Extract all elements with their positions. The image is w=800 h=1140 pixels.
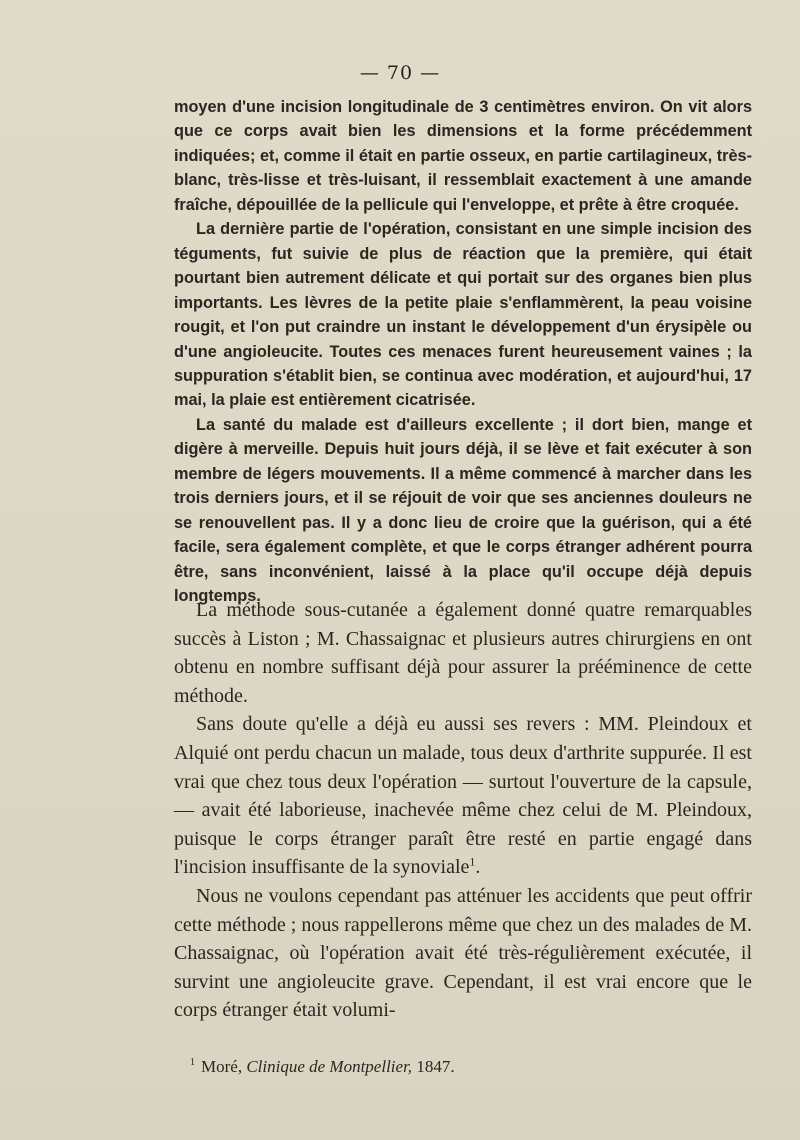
footnote-year: 1847. <box>416 1057 455 1076</box>
paragraph: Nous ne voulons cependant pas atténuer les accidents que peut offrir cette méthode ; nous rappellerons même que chez un des malades de M. Chassaignac, où l'opération avait été très-régulièrement exécutée, il survint une angioleucite grave. Cependant, il est vrai encore que le corps étranger était volumi- <box>174 884 752 1022</box>
paragraph: La dernière partie de l'opération, consistant en une simple incision des téguments, fut suivie de plus de réaction que la première, qui était pourtant bien autrement délicate et qui portait sur des organes bien plus importants. Les lèvres de la petite plaie s'enflammèrent, la peau voisine rougit, et l'on put craindre un instant le développement d'un érysipèle ou d'une angioleucite. Toutes ces menaces furent heureusement vaines ; la suppuration s'établit bien, se continua avec modération, et aujourd'hui, 17 mai, la plaie est entièrement cicatrisée. <box>174 220 752 410</box>
main-text <box>174 596 752 1025</box>
paragraph: La santé du malade est d'ailleurs excellente ; il dort bien, mange et digère à merveille. Depuis huit jours déjà, il se lève et fait exécuter à son membre de légers mouvements. Il a même commencé à marcher dans les trois derniers jours, et il se réjouit de voir que ses anciennes douleurs ne se renouvellent pas. Il y a donc lieu de croire que la guérison, qui a été facile, sera également complète, et que le corps étranger adhérent pourra être, sans inconvénient, laissé à la place qu'il occupe déjà depuis longtemps. <box>174 415 752 606</box>
footnote-reference: 1 <box>469 854 476 869</box>
footnote-author: Moré, <box>201 1057 243 1076</box>
paragraph: moyen d'une incision longitudinale de 3 centimètres environ. On vit alors que ce corps avait bien les dimensions et la forme précédemment indiquées; et, comme il était en partie osseux, en partie cartilagineux, très-blanc, très-lisse et très-luisant, il ressemblait exactement à une amande fraîche, dépouillée de la pellicule qui l'enveloppe, et prête à être croquée. <box>174 98 752 214</box>
footnote <box>190 1057 455 1077</box>
case-report-text <box>174 95 752 609</box>
footnote-title: Clinique de Montpellier, <box>246 1057 413 1076</box>
paragraph: La méthode sous-cutanée a également donné quatre remarquables succès à Liston ; M. Chassaignac et plusieurs autres chirurgiens en ont obtenu en nombre suffisant déjà pour assurer la prééminence de cette méthode. <box>174 599 752 707</box>
paragraph-text: Sans doute qu'elle a déjà eu aussi ses revers : MM. Pleindoux et Alquié ont perdu chacun un malade, tous deux d'arthrite suppurée. Il est vrai que chez tous deux l'opération — surtout l'ouverture de la capsule, — avait été laborieuse, inachevée même chez celui de M. Pleindoux, puisque le corps étranger paraît être resté en partie engagé dans l'incision insuffisante de la synoviale <box>174 713 752 879</box>
page-number: — 70 — <box>359 62 441 84</box>
paragraph: Sans doute qu'elle a déjà eu aussi ses revers : MM. Pleindoux et Alquié ont perdu chacun un malade, tous deux d'arthrite suppurée. Il est vrai que chez tous deux l'opération — surtout l'ouverture de la capsule, — avait été laborieuse, inachevée même chez celui de M. Pleindoux, puisque le corps étranger paraît être resté en partie engagé dans l'incision insuffisante de la synoviale$^1$. <box>174 713 752 879</box>
footnote-marker: 1 <box>190 1057 195 1069</box>
